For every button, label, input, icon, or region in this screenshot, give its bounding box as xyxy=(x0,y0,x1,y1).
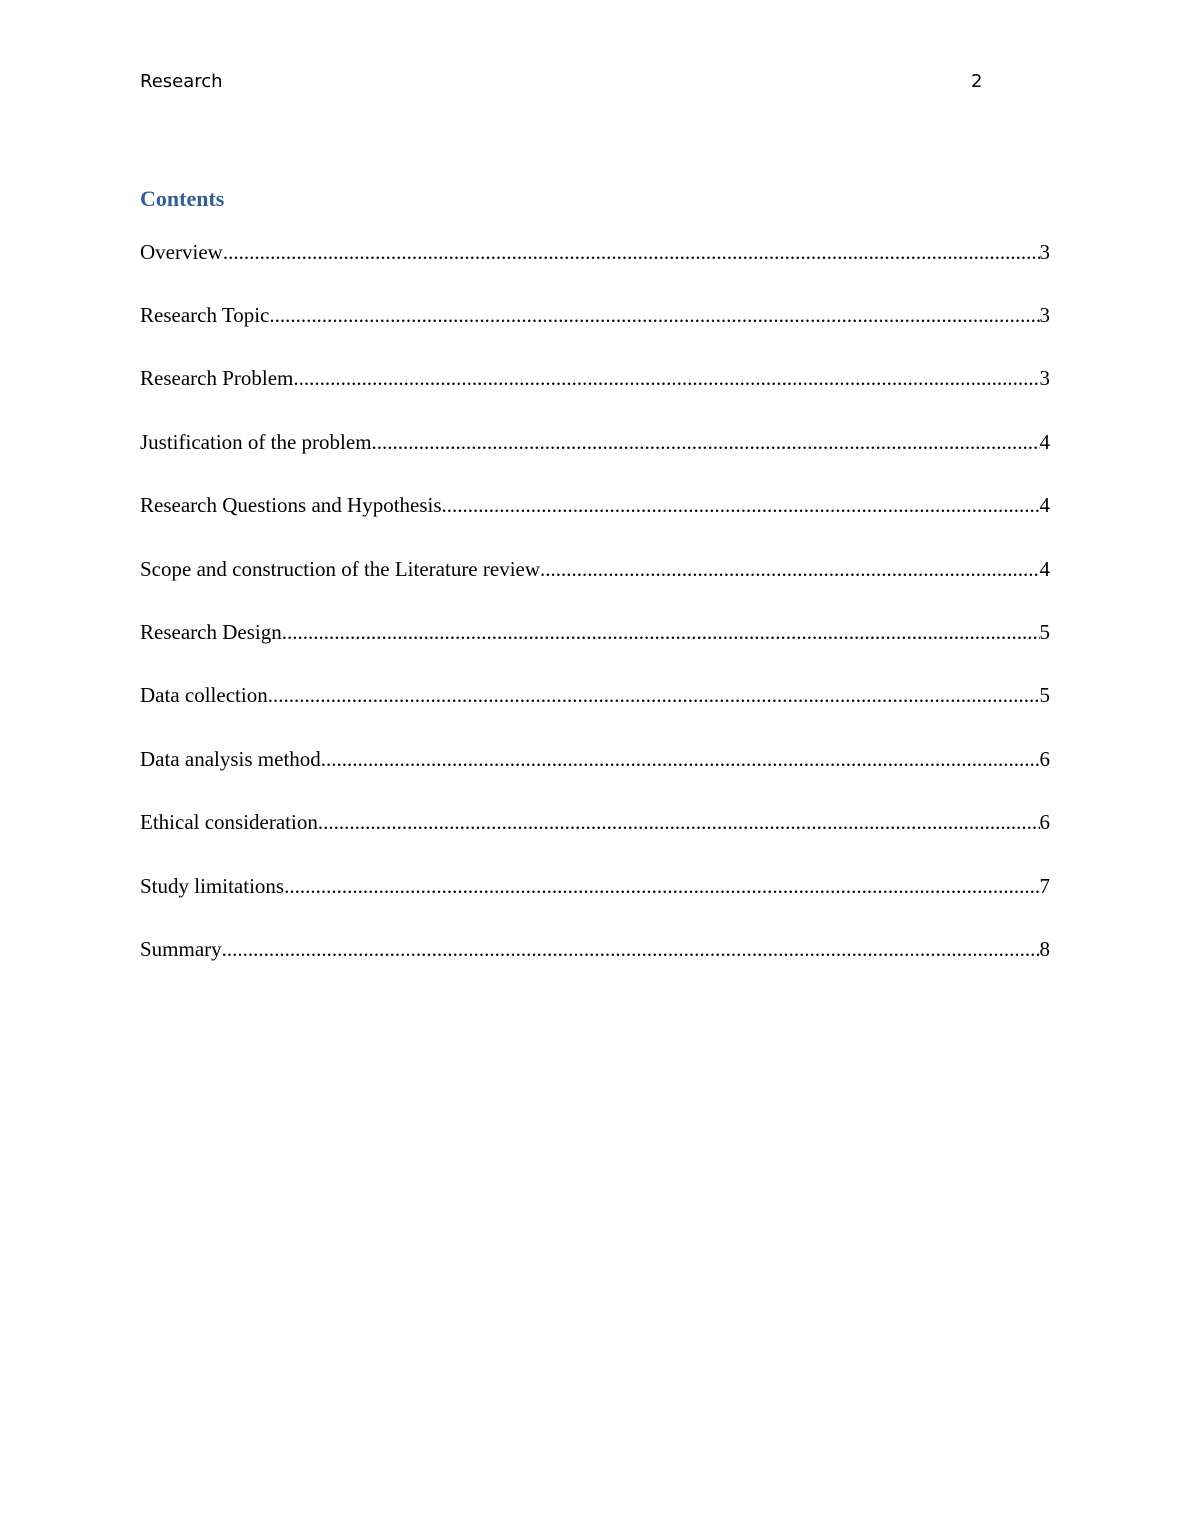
toc-entry-research-questions[interactable] xyxy=(140,493,1050,523)
running-header: Research xyxy=(140,71,223,92)
toc-entry-title: Scope and construction of the Literature review xyxy=(140,557,541,581)
toc-dot-leader xyxy=(293,366,1039,391)
toc-dot-leader xyxy=(223,240,1040,265)
toc-entry-page: 3 xyxy=(1039,303,1050,327)
toc-entry-page: 8 xyxy=(1039,937,1050,961)
toc-heading: Contents xyxy=(140,186,225,211)
toc-dot-leader xyxy=(282,620,1040,645)
toc-entry-research-topic[interactable] xyxy=(140,303,1050,333)
toc-entry-literature-review[interactable] xyxy=(140,557,1050,587)
toc-entry-page: 6 xyxy=(1039,810,1050,834)
toc-entry-title: Data analysis method xyxy=(140,747,321,771)
toc-entry-data-analysis[interactable] xyxy=(140,747,1050,777)
toc-dot-leader xyxy=(540,557,1039,582)
toc-entry-overview[interactable] xyxy=(140,240,1050,270)
toc-entry-page: 3 xyxy=(1039,366,1050,390)
toc-dot-leader xyxy=(284,874,1039,899)
toc-entry-title: Research Problem xyxy=(140,366,294,390)
toc-entry-title: Research Design xyxy=(140,620,282,644)
toc-dot-leader xyxy=(372,430,1040,455)
toc-entry-justification[interactable] xyxy=(140,430,1050,460)
toc-dot-leader xyxy=(269,303,1039,328)
toc-entry-title: Justification of the problem xyxy=(140,430,372,454)
toc-entry-page: 5 xyxy=(1039,683,1050,707)
toc-entry-title: Study limitations xyxy=(140,874,285,898)
toc-entry-title: Summary xyxy=(140,937,222,961)
toc-entry-research-problem[interactable] xyxy=(140,366,1050,396)
toc-dot-leader xyxy=(442,493,1040,518)
toc-entry-summary[interactable] xyxy=(140,937,1050,967)
toc-entry-title: Overview xyxy=(140,240,223,264)
toc-entry-page: 3 xyxy=(1039,240,1050,264)
toc-entry-page: 6 xyxy=(1039,747,1050,771)
toc-entry-page: 7 xyxy=(1039,874,1050,898)
toc-entry-page: 5 xyxy=(1039,620,1050,644)
toc-entry-data-collection[interactable] xyxy=(140,683,1050,713)
toc-entry-page: 4 xyxy=(1039,557,1050,581)
toc-dot-leader xyxy=(321,747,1040,772)
toc-entry-page: 4 xyxy=(1039,430,1050,454)
toc-entry-research-design[interactable] xyxy=(140,620,1050,650)
toc-entry-ethical-consideration[interactable] xyxy=(140,810,1050,840)
toc-entry-page: 4 xyxy=(1039,493,1050,517)
toc-entry-title: Data collection xyxy=(140,683,268,707)
header-page-number: 2 xyxy=(971,71,983,92)
toc-dot-leader xyxy=(268,683,1040,708)
toc-entry-title: Research Questions and Hypothesis xyxy=(140,493,442,517)
toc-entry-title: Ethical consideration xyxy=(140,810,318,834)
toc-dot-leader xyxy=(318,810,1040,835)
toc-dot-leader xyxy=(222,937,1040,962)
toc-entry-title: Research Topic xyxy=(140,303,270,327)
toc-entry-study-limitations[interactable] xyxy=(140,874,1050,904)
